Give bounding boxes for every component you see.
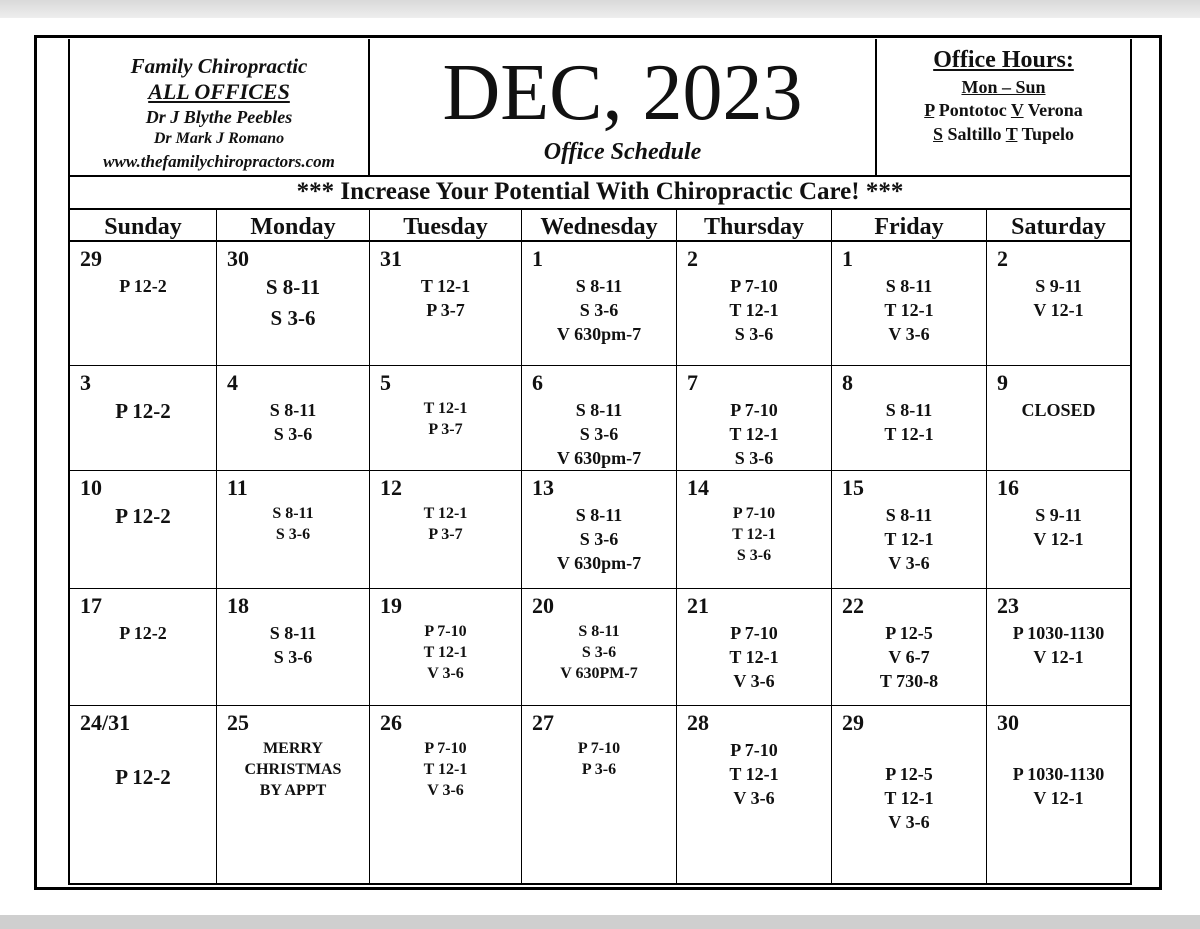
day-cell <box>217 242 370 366</box>
day-schedule <box>987 762 1130 810</box>
schedule-entry: S 3-6 <box>734 324 774 344</box>
schedule-entry: P 12-5 <box>885 623 933 643</box>
day-number: 31 <box>380 246 402 271</box>
schedule-entry: P 3-7 <box>428 526 463 543</box>
day-number: 4 <box>227 370 238 395</box>
day-cell <box>522 706 677 885</box>
schedule-entry: S 8-11 <box>885 276 933 296</box>
day-schedule <box>832 398 986 446</box>
day-schedule <box>70 762 216 793</box>
schedule-entry: T 12-1 <box>884 424 934 444</box>
location-legend <box>877 124 1130 145</box>
day-schedule <box>677 621 831 693</box>
schedule-entry: P 7-10 <box>424 623 467 640</box>
day-number: 30 <box>227 246 249 271</box>
day-cell <box>677 242 832 366</box>
doctor-name: Dr Mark J Romano <box>153 130 285 147</box>
calendar-page <box>34 35 1162 890</box>
schedule-entry: T 12-1 <box>884 529 934 549</box>
schedule-entry: P 12-2 <box>119 623 167 643</box>
day-number: 20 <box>532 593 554 618</box>
schedule-entry: P 3-6 <box>581 761 617 778</box>
weekday-header-row <box>70 210 1130 242</box>
schedule-entry: S 8-11 <box>885 505 933 525</box>
schedule-entry: V 6-7 <box>888 647 930 667</box>
office-hours-days: Mon – Sun <box>961 77 1046 97</box>
day-number: 1 <box>842 246 853 271</box>
day-cell <box>217 706 370 885</box>
schedule-entry: T 12-1 <box>423 400 468 417</box>
day-cell <box>370 366 522 471</box>
day-cell <box>522 471 677 589</box>
day-number: 6 <box>532 370 543 395</box>
schedule-entry: T 12-1 <box>423 761 468 778</box>
schedule-entry: V 630PM-7 <box>560 665 638 682</box>
schedule-entry: P 3-7 <box>426 300 465 320</box>
month-title: DEC, 2023 <box>442 49 803 137</box>
location-name: Tupelo <box>1017 124 1074 144</box>
weekday-header: Sunday <box>70 210 217 240</box>
location-letter: T <box>1005 124 1018 144</box>
day-number: 23 <box>997 593 1019 618</box>
office-hours-title: Office Hours: <box>933 47 1074 73</box>
day-schedule <box>832 274 986 346</box>
day-cell <box>522 366 677 471</box>
schedule-subtitle: Office Schedule <box>543 139 702 165</box>
schedule-entry: S 3-6 <box>734 448 774 468</box>
schedule-entry: S 3-6 <box>273 424 313 444</box>
day-number: 11 <box>227 475 248 500</box>
schedule-entry: V 12-1 <box>1033 300 1084 320</box>
day-cell <box>522 589 677 706</box>
offices-label: ALL OFFICES <box>148 79 290 104</box>
day-schedule <box>677 738 831 810</box>
schedule-entry: V 3-6 <box>427 665 464 682</box>
schedule-entry: P 1030-1130 <box>1012 764 1105 784</box>
location-letter: S <box>933 124 944 144</box>
schedule-entry: T 730-8 <box>879 671 939 691</box>
schedule-entry: P 7-10 <box>424 740 467 757</box>
schedule-entry: P 1030-1130 <box>1012 623 1105 643</box>
day-number: 15 <box>842 475 864 500</box>
doctor-name: Dr J Blythe Peebles <box>145 107 293 127</box>
day-cell <box>987 471 1130 589</box>
day-cell <box>70 589 217 706</box>
day-number: 24/31 <box>80 710 131 735</box>
schedule-entry: T 12-1 <box>729 300 779 320</box>
website-link[interactable]: www.thefamilychiropractors.com <box>103 152 335 171</box>
day-schedule <box>522 621 676 684</box>
day-cell <box>987 366 1130 471</box>
schedule-entry: CLOSED <box>1021 400 1096 420</box>
day-schedule <box>70 274 216 298</box>
day-cell <box>832 589 987 706</box>
calendar-sheet <box>68 39 1132 885</box>
location-legend <box>877 100 1130 121</box>
schedule-entry: P 7-10 <box>730 623 778 643</box>
day-number: 26 <box>380 710 402 735</box>
day-number: 10 <box>80 475 102 500</box>
day-schedule <box>70 501 216 532</box>
schedule-entry: V 12-1 <box>1033 529 1084 549</box>
schedule-entry: S 8-11 <box>578 623 620 640</box>
location-name: Pontotoc <box>934 100 1011 120</box>
day-schedule <box>522 274 676 346</box>
day-cell <box>217 366 370 471</box>
schedule-entry: P 12-5 <box>885 764 933 784</box>
day-schedule <box>217 503 369 545</box>
day-cell <box>370 471 522 589</box>
schedule-entry: S 3-6 <box>581 644 617 661</box>
day-schedule <box>217 738 369 801</box>
day-schedule <box>217 272 369 334</box>
day-number: 29 <box>842 710 864 735</box>
day-cell <box>370 242 522 366</box>
schedule-entry: V 3-6 <box>733 671 775 691</box>
day-schedule <box>987 503 1130 551</box>
day-cell <box>370 706 522 885</box>
schedule-entry: V 630pm-7 <box>556 324 642 344</box>
schedule-entry: S 3-6 <box>579 529 619 549</box>
schedule-entry: S 8-11 <box>265 275 321 299</box>
day-schedule <box>217 398 369 446</box>
day-cell <box>217 589 370 706</box>
day-cell <box>217 471 370 589</box>
day-cell <box>987 706 1130 885</box>
promo-banner: *** Increase Your Potential With Chiropractic Care! *** <box>70 175 1130 210</box>
schedule-entry: V 3-6 <box>888 324 930 344</box>
day-cell <box>987 242 1130 366</box>
day-number: 2 <box>687 246 698 271</box>
day-schedule <box>832 762 986 834</box>
window-bottom-strip <box>0 915 1200 929</box>
day-schedule <box>522 503 676 575</box>
schedule-entry: S 8-11 <box>575 505 623 525</box>
weekday-header: Thursday <box>677 210 832 240</box>
weekday-header: Tuesday <box>370 210 522 240</box>
day-number: 14 <box>687 475 709 500</box>
location-name: Verona <box>1023 100 1083 120</box>
day-number: 16 <box>997 475 1019 500</box>
day-number: 17 <box>80 593 102 618</box>
day-schedule <box>987 621 1130 669</box>
location-letter: V <box>1010 100 1024 120</box>
day-number: 22 <box>842 593 864 618</box>
practice-name: Family Chiropractic <box>130 54 308 78</box>
day-number: 12 <box>380 475 402 500</box>
day-cell <box>70 242 217 366</box>
day-cell <box>677 471 832 589</box>
day-number: 27 <box>532 710 554 735</box>
schedule-entry: S 3-6 <box>579 424 619 444</box>
schedule-entry: V 3-6 <box>427 782 464 799</box>
day-cell <box>70 706 217 885</box>
calendar-header <box>70 39 1130 177</box>
schedule-entry: T 12-1 <box>423 644 468 661</box>
schedule-entry: BY APPT <box>259 782 327 799</box>
schedule-entry: T 12-1 <box>884 300 934 320</box>
schedule-entry: T 12-1 <box>420 276 471 296</box>
weekday-header: Wednesday <box>522 210 677 240</box>
schedule-entry: S 8-11 <box>269 623 317 643</box>
schedule-entry: V 630pm-7 <box>556 448 642 468</box>
schedule-entry: T 12-1 <box>729 647 779 667</box>
day-cell <box>832 706 987 885</box>
weekday-header: Monday <box>217 210 370 240</box>
schedule-entry: T 12-1 <box>729 764 779 784</box>
day-schedule <box>677 398 831 470</box>
day-cell <box>522 242 677 366</box>
day-schedule <box>677 274 831 346</box>
day-number: 19 <box>380 593 402 618</box>
day-cell <box>70 366 217 471</box>
day-schedule <box>832 621 986 693</box>
schedule-entry: T 12-1 <box>729 424 779 444</box>
schedule-entry: P 7-10 <box>730 740 778 760</box>
location-letter: P <box>924 100 935 120</box>
weekday-header: Saturday <box>1011 214 1106 240</box>
day-schedule <box>832 503 986 575</box>
day-number: 3 <box>80 370 91 395</box>
day-schedule <box>217 621 369 669</box>
schedule-entry: V 12-1 <box>1033 788 1084 808</box>
day-schedule <box>522 398 676 470</box>
schedule-entry: S 3-6 <box>273 647 313 667</box>
day-cell <box>832 366 987 471</box>
schedule-entry: S 3-6 <box>579 300 619 320</box>
schedule-entry: T 12-1 <box>884 788 934 808</box>
day-cell <box>832 471 987 589</box>
schedule-entry: V 3-6 <box>888 553 930 573</box>
schedule-entry: S 3-6 <box>270 306 316 330</box>
day-cell <box>70 471 217 589</box>
day-schedule <box>370 274 521 322</box>
day-number: 5 <box>380 370 391 395</box>
day-schedule <box>70 621 216 645</box>
day-schedule <box>987 398 1130 422</box>
day-schedule <box>370 738 521 801</box>
day-cell <box>832 242 987 366</box>
day-number: 21 <box>687 593 709 618</box>
day-number: 9 <box>997 370 1008 395</box>
schedule-entry: S 8-11 <box>269 400 317 420</box>
day-cell <box>677 366 832 471</box>
schedule-entry: S 8-11 <box>272 505 314 522</box>
day-schedule <box>987 274 1130 322</box>
schedule-entry: MERRY <box>263 740 323 757</box>
weekday-header: Friday <box>832 210 987 240</box>
schedule-entry: S 8-11 <box>885 400 933 420</box>
schedule-entry: P 3-7 <box>428 421 463 438</box>
day-number: 2 <box>997 246 1008 271</box>
day-number: 7 <box>687 370 698 395</box>
day-number: 8 <box>842 370 853 395</box>
schedule-entry: P 7-10 <box>577 740 621 757</box>
schedule-entry: S 3-6 <box>736 547 772 564</box>
schedule-entry: P 12-2 <box>119 276 167 296</box>
schedule-entry: S 9-11 <box>1035 505 1082 525</box>
day-schedule <box>522 738 676 780</box>
schedule-entry: T 12-1 <box>423 505 468 522</box>
day-cell <box>987 589 1130 706</box>
day-number: 28 <box>687 710 709 735</box>
schedule-entry: P 7-10 <box>730 400 778 420</box>
schedule-entry: V 12-1 <box>1033 647 1084 667</box>
schedule-entry: P 12-2 <box>115 399 171 423</box>
schedule-entry: V 3-6 <box>733 788 775 808</box>
day-schedule <box>370 398 521 440</box>
day-schedule <box>370 503 521 545</box>
window-top-strip <box>0 0 1200 18</box>
day-number: 13 <box>532 475 554 500</box>
office-hours <box>875 39 1130 175</box>
schedule-entry: S 8-11 <box>575 400 623 420</box>
day-number: 18 <box>227 593 249 618</box>
schedule-entry: P 12-2 <box>115 504 171 528</box>
day-schedule <box>677 503 831 566</box>
schedule-entry: P 7-10 <box>732 505 776 522</box>
schedule-entry: V 630pm-7 <box>556 553 642 573</box>
schedule-entry: P 7-10 <box>730 276 778 296</box>
day-number: 25 <box>227 710 249 735</box>
schedule-entry: T 12-1 <box>732 526 776 543</box>
day-cell <box>677 589 832 706</box>
location-name: Saltillo <box>943 124 1006 144</box>
schedule-entry: V 3-6 <box>888 812 930 832</box>
day-number: 30 <box>997 710 1019 735</box>
day-cell <box>370 589 522 706</box>
schedule-entry: S 3-6 <box>275 526 311 543</box>
practice-info <box>70 39 370 175</box>
day-schedule <box>370 621 521 684</box>
schedule-entry: CHRISTMAS <box>244 761 342 778</box>
schedule-entry: S 9-11 <box>1035 276 1082 296</box>
day-schedule <box>70 396 216 427</box>
day-cell <box>677 706 832 885</box>
schedule-entry: S 8-11 <box>575 276 623 296</box>
day-number: 1 <box>532 246 543 271</box>
schedule-entry: P 12-2 <box>115 765 171 789</box>
title-block <box>370 39 875 175</box>
day-number: 29 <box>80 246 102 271</box>
